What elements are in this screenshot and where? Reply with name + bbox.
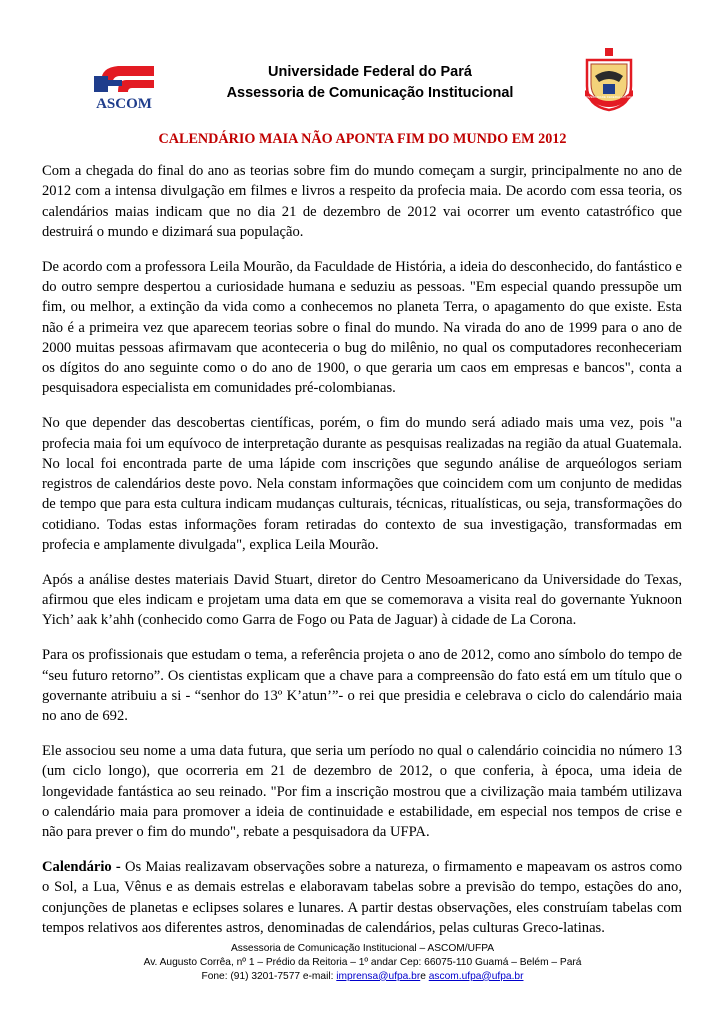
paragraph-text: Para os profissionais que estudam o tema, a referência projeta o ano de 2012, como ano símbolo do tempo de “seu futuro retorno”. Os cientistas explicam que a chave para a compreensão do fato está em um título que o governante atribuiu a si - “senhor do 13º K’atun’”- o rei que presidia e celebrava o ciclo do calendário maia no ano de 692.: [42, 647, 682, 725]
university-name: Universidade Federal do Pará: [268, 64, 472, 80]
footer: [40, 942, 685, 983]
paragraph: [42, 161, 682, 242]
ufpa-seal: [583, 46, 635, 112]
ascom-logo: [88, 62, 160, 112]
paragraph-text: Com a chegada do final do ano as teorias sobre fim do mundo começam a surgir, principalmente no ano de 2012 com a intensa divulgação em filmes e livros a respeito da profecia maia. De acordo com essa teoria, os calendários maias indicam que no dia 21 de dezembro de 2012 vai ocorrer um evento catastrófico que destruirá o mundo e dizimará sua população.: [42, 163, 682, 240]
ascom-logo-text: ASCOM: [96, 96, 152, 112]
footer-line-1: Assessoria de Comunicação Institucional – ASCOM/UFPA: [230, 943, 495, 954]
footer-separator: e: [420, 970, 429, 982]
paragraph-lead: Calendário -: [42, 858, 125, 875]
paragraph-text: De acordo com a professora Leila Mourão, da Faculdade de História, a ideia do desconhecido, do fantástico e do outro sempre despertou a curiosidade humana e seduziu as pessoas. "Em especial quando pressupõe um fim, ou melhor, a extinção da vida como a conhecemos no planeta Terra, o apagamento do que existe. Esta não é a primeira vez que aparecem teorias sobre o final do mundo. Na virada do ano de 1999 para o ano de 2000 muitas pessoas afirmavam que aconteceria o bug do milênio, no qual os computadores reconheceriam os dígitos do ano seguinte como o do ano de 1900, o que geraria um caos em empresas e bancos", conta a pesquisadora especialista em comunidades pré-colombianas.: [42, 258, 682, 397]
paragraph-text: Os Maias realizavam observações sobre a natureza, o firmamento e mapeavam os astros como o Sol, a Lua, Vênus e as demais estrelas e elaboravam tabelas sobre a previsão do tempo, estações do ano, conjunções de planetas e eclipses solares e lunares. A partir destas observações, eles construíam tabelas com tempos relativos aos diferentes astros, denominadas de calendários, pelas culturas Greco-latinas.: [42, 858, 683, 936]
footer-line-2: Av. Augusto Corrêa, nº 1 – Prédio da Reitoria – 1º andar Cep: 66075-110 Guamá – Belém – Pará: [143, 956, 582, 968]
letterhead: [0, 46, 725, 116]
department-name: Assessoria de Comunicação Institucional: [226, 85, 514, 101]
paragraph: [42, 741, 682, 842]
paragraph-text: Após a análise destes materiais David Stuart, diretor do Centro Mesoamericano da Universidade do Texas, afirmou que eles indicam e projetam uma data em que se comemorava a visita real do governante Yuknoon Yich’ aak k’ahh (conhecido como Garra de Fogo ou Pata de Jaguar) à cidade de La Corona.: [42, 571, 682, 629]
footer-line-3: [40, 970, 685, 984]
email-link-ascom[interactable]: ascom.ufpa@ufpa.br: [428, 970, 524, 982]
paragraph: [42, 413, 682, 555]
paragraph: [42, 645, 682, 726]
paragraph: [42, 857, 682, 938]
paragraph: [42, 257, 682, 399]
paragraph-text: No que depender das descobertas científicas, porém, o fim do mundo será adiado mais uma vez, pois "a profecia maia foi um equívoco de interpretação durante as pesquisas realizadas na região da atual Guatemala. No local foi encontrada parte de uma lápide com inscrições que segundo análise de arqueólogos seriam registros de calendários deste povo. Nela constam informações que coincidem com um conjunto de medidas de tempo que para esta cultura indicam mudanças culturais, técnicas, ritualísticas, ou seja, transformações do cotidiano. Todas estas informações foram retiradas do contexto de sua investigação, transformadas em profecia e amplamente divulgada", explica Leila Mourão.: [42, 415, 682, 554]
paragraph-text: Ele associou seu nome a uma data futura, que seria um período no qual o calendário coincidia no número 13 (um ciclo longo), que ocorreria em 21 de dezembro de 2012, o que conferia, à época, uma ideia de longevidade fantástica ao seu reinado. "Por fim a inscrição mostrou que a civilização maia também utilizava o calendário maia para promover a ideia de continuidade e estabilidade, em especial nos tempos de crise e não para prever o fim do mundo", rebate a pesquisadora da UFPA.: [42, 742, 682, 841]
footer-contact-label: Fone: (91) 3201-7577 e-mail:: [201, 970, 337, 982]
article-body: [42, 161, 682, 953]
article-title: CALENDÁRIO MAIA NÃO APONTA FIM DO MUNDO EM 2012: [158, 131, 567, 147]
ufpa-seal-text: UNIVERSIDADE FEDERAL DO PARÁ: [583, 95, 635, 99]
paragraph: [42, 570, 682, 631]
email-link-imprensa[interactable]: imprensa@ufpa.br: [336, 970, 421, 982]
